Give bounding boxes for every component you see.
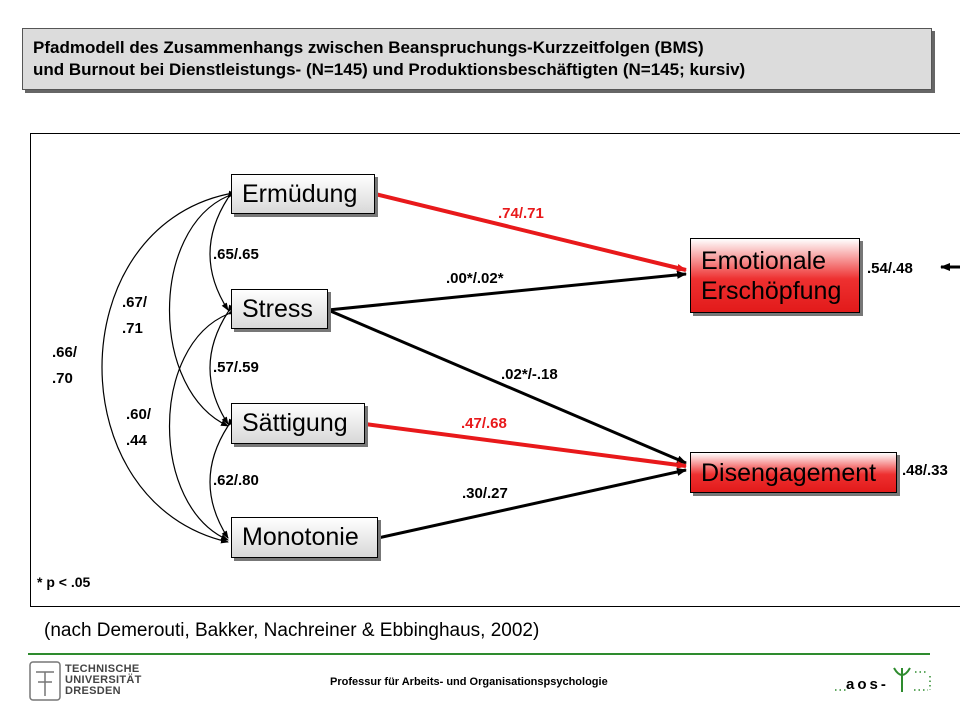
corr-arc-stress-monotonie [170,314,229,540]
tud-wordmark-line-1: TECHNISCHE [65,663,140,675]
corr-arc-ermuedung-saettigung [170,196,229,426]
professorship-label: Professur für Arbeits- und Organisationspsychologie [330,676,608,688]
corr-stress-monotonie-line-1: .60/ [126,406,152,423]
corr-ermuedung-monotonie-line-1: .66/ [52,344,78,361]
node-erschoepfung-label-2: Erschöpfung [701,276,842,305]
corr-ermuedung-monotonie-line-2: .70 [52,370,73,387]
citation: (nach Demerouti, Bakker, Nachreiner & Ebbinghaus, 2002) [44,620,540,641]
corr-ermuedung-saettigung-line-1: .67/ [122,294,148,311]
node-ermuedung-label: Ermüdung [242,179,358,208]
node-saettigung [231,403,365,444]
slide-title-line-1: Pfadmodell des Zusammenhangs zwischen Beanspruchungs-Kurzzeitfolgen (BMS) [33,38,704,57]
node-disengagement-label: Disengagement [701,458,877,487]
node-erschoepfung-label-1: Emotionale [701,246,827,275]
r-squared-erschoepfung: .54/.48 [867,260,913,277]
footer-divider [28,653,930,655]
coef-ermuedung-erschoepfung: .74/.71 [498,205,544,222]
significance-note: * p < .05 [37,574,91,590]
node-monotonie [231,517,378,558]
corr-ermuedung-saettigung [122,290,147,342]
node-saettigung-label: Sättigung [242,409,348,437]
node-disengagement [690,452,897,493]
coef-stress-erschoepfung: .00*/.02* [446,270,504,287]
aos-wordmark: aos- [846,676,889,693]
corr-ermuedung-stress: .65/.65 [213,246,259,263]
corr-stress-saettigung: .57/.59 [213,359,259,376]
tud-wordmark-line-3: DRESDEN [65,685,121,697]
node-emotionale-erschoepfung [690,238,860,313]
r-squared-disengagement: .48/.33 [902,462,948,479]
coef-monotonie-disengagement: .30/.27 [462,485,508,502]
tud-wordmark [65,664,142,697]
corr-arc-ermuedung-monotonie [102,194,228,542]
node-ermuedung [231,174,375,214]
node-stress-label: Stress [242,294,313,323]
node-stress [231,289,328,329]
path-stress-erschoepfung [328,274,686,310]
path-monotonie-disengagement [378,470,686,538]
path-saettigung-disengagement [365,424,686,466]
coef-saettigung-disengagement: .47/.68 [461,415,507,432]
corr-ermuedung-monotonie [52,340,77,392]
corr-stress-monotonie-line-2: .44 [126,432,147,449]
corr-stress-monotonie [126,402,151,454]
corr-ermuedung-saettigung-line-2: .71 [122,320,143,337]
tud-logo-icon [30,662,60,700]
coef-stress-disengagement: .02*/-.18 [501,366,558,383]
node-monotonie-label: Monotonie [242,523,359,551]
tud-wordmark-line-2: UNIVERSITÄT [65,674,142,686]
corr-saettigung-monotonie: .62/.80 [213,472,259,489]
slide-title-line-2: und Burnout bei Dienstleistungs- (N=145) und Produktionsbeschäftigten (N=145; kursiv) [33,60,746,79]
